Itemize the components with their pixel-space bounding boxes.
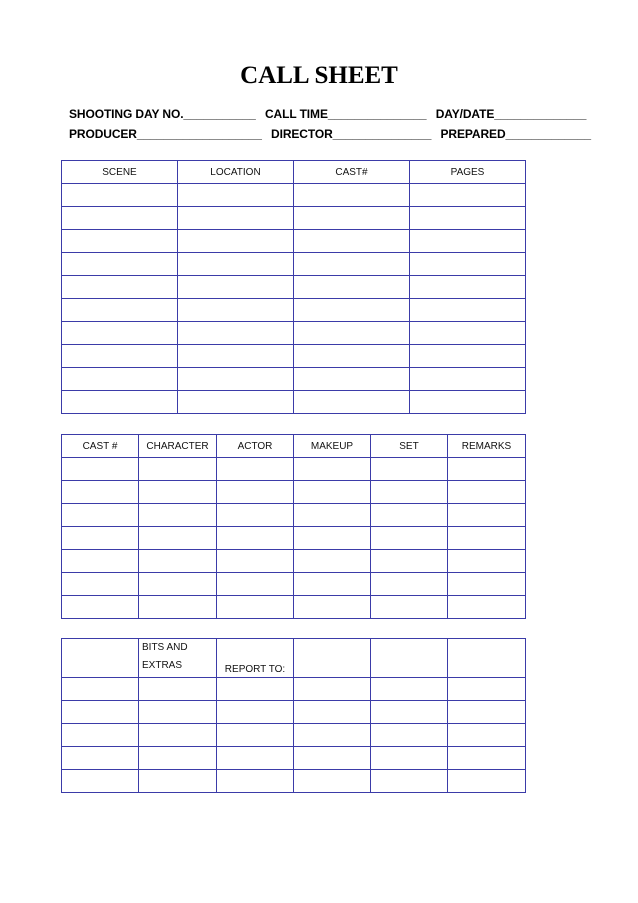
page-title: CALL SHEET xyxy=(240,62,398,89)
scene-table-cell[interactable] xyxy=(62,184,178,207)
scene-header: SCENE xyxy=(62,161,178,184)
extras-table-cell[interactable] xyxy=(448,770,526,793)
cast-table-cell[interactable] xyxy=(217,481,294,504)
scene-table-cell[interactable] xyxy=(410,207,526,230)
cast-table-cell[interactable] xyxy=(62,550,139,573)
scene-table-cell[interactable] xyxy=(178,276,294,299)
report-to-header: REPORT TO: xyxy=(217,639,294,678)
scene-table-cell[interactable] xyxy=(294,207,410,230)
cast-table-cell[interactable] xyxy=(294,596,371,619)
scene-table-body xyxy=(62,184,526,414)
scene-table-row xyxy=(62,391,526,414)
extras-table-row xyxy=(62,701,526,724)
extras-table-cell[interactable] xyxy=(62,724,139,747)
shooting-day-field[interactable]: SHOOTING DAY NO.___________ xyxy=(69,107,256,121)
cast-table-cell[interactable] xyxy=(62,527,139,550)
cast-table-row xyxy=(62,527,526,550)
scene-table-header-row xyxy=(62,161,526,184)
scene-table-row xyxy=(62,322,526,345)
cast-table-cell[interactable] xyxy=(62,458,139,481)
cast-table-cell[interactable] xyxy=(294,550,371,573)
cast-table-cell[interactable] xyxy=(371,596,448,619)
extras-table-cell[interactable] xyxy=(139,770,217,793)
set-header: SET xyxy=(371,435,448,458)
scene-table-cell[interactable] xyxy=(410,345,526,368)
scene-table-cell[interactable] xyxy=(410,322,526,345)
scene-table-row xyxy=(62,299,526,322)
cast-number-header: CAST# xyxy=(294,161,410,184)
cast-table-cell[interactable] xyxy=(371,527,448,550)
scene-table-cell[interactable] xyxy=(178,345,294,368)
scene-table-cell[interactable] xyxy=(62,253,178,276)
extras-table-cell[interactable] xyxy=(217,747,294,770)
cast-table-cell[interactable] xyxy=(62,573,139,596)
scene-table xyxy=(61,160,526,414)
scene-table-cell[interactable] xyxy=(410,391,526,414)
producer-field[interactable]: PRODUCER___________________ xyxy=(69,127,262,141)
cast-table-cell[interactable] xyxy=(217,458,294,481)
scene-table-cell[interactable] xyxy=(62,276,178,299)
call-time-field[interactable]: CALL TIME_______________ xyxy=(264,107,427,121)
extras-table-body xyxy=(62,678,526,793)
prepared-field[interactable]: PREPARED_____________ xyxy=(440,127,591,141)
scene-table-row xyxy=(62,345,526,368)
cast-table-row xyxy=(62,504,526,527)
scene-table-row xyxy=(62,253,526,276)
scene-table-cell[interactable] xyxy=(410,230,526,253)
extras-table-cell[interactable] xyxy=(62,678,139,701)
scene-table-cell[interactable] xyxy=(62,368,178,391)
scene-table-cell[interactable] xyxy=(62,299,178,322)
extras-table-cell[interactable] xyxy=(62,770,139,793)
scene-table-row xyxy=(62,368,526,391)
scene-table-cell[interactable] xyxy=(178,299,294,322)
extras-table-row xyxy=(62,724,526,747)
cast-table-cell[interactable] xyxy=(139,596,217,619)
scene-table-cell[interactable] xyxy=(62,207,178,230)
scene-table-row xyxy=(62,276,526,299)
pages-header: PAGES xyxy=(410,161,526,184)
scene-table-cell[interactable] xyxy=(178,230,294,253)
scene-table-cell[interactable] xyxy=(410,368,526,391)
actor-header: ACTOR xyxy=(217,435,294,458)
extras-table-cell[interactable] xyxy=(294,770,371,793)
extras-table-cell[interactable] xyxy=(371,747,448,770)
extras-table-cell[interactable] xyxy=(217,770,294,793)
extras-label: EXTRAS xyxy=(142,660,183,671)
cast-table-cell[interactable] xyxy=(371,504,448,527)
header-fields-line-2 xyxy=(69,127,591,141)
scene-table-cell[interactable] xyxy=(178,184,294,207)
cast-table-cell[interactable] xyxy=(371,458,448,481)
cast-table-cell[interactable] xyxy=(139,573,217,596)
extras-table-row xyxy=(62,678,526,701)
cast-table-cell[interactable] xyxy=(371,481,448,504)
day-date-field[interactable]: DAY/DATE______________ xyxy=(435,107,587,121)
cast-table-cell[interactable] xyxy=(294,481,371,504)
scene-table-cell[interactable] xyxy=(294,253,410,276)
cast-table-cell[interactable] xyxy=(217,596,294,619)
cast-table-cell[interactable] xyxy=(448,596,526,619)
makeup-header: MAKEUP xyxy=(294,435,371,458)
scene-table-cell[interactable] xyxy=(294,368,410,391)
scene-table-cell[interactable] xyxy=(294,345,410,368)
extras-table-cell[interactable] xyxy=(217,701,294,724)
cast-table-cell[interactable] xyxy=(448,573,526,596)
extras-table-cell[interactable] xyxy=(62,701,139,724)
cast-table-cell[interactable] xyxy=(371,573,448,596)
extras-table-cell[interactable] xyxy=(371,701,448,724)
extras-table-cell[interactable] xyxy=(371,724,448,747)
cast-table-header-row xyxy=(62,435,526,458)
scene-table-cell[interactable] xyxy=(178,253,294,276)
scene-table-cell[interactable] xyxy=(294,322,410,345)
cast-table-cell[interactable] xyxy=(217,550,294,573)
scene-table-cell[interactable] xyxy=(410,276,526,299)
cast-table xyxy=(61,434,526,619)
extras-table-cell[interactable] xyxy=(294,678,371,701)
extras-table-cell[interactable] xyxy=(448,701,526,724)
location-header: LOCATION xyxy=(178,161,294,184)
extras-cell[interactable] xyxy=(294,639,371,678)
scene-table-cell[interactable] xyxy=(410,299,526,322)
cast-table-cell[interactable] xyxy=(448,550,526,573)
cast-table-cell[interactable] xyxy=(217,527,294,550)
cast-table-cell[interactable] xyxy=(294,458,371,481)
scene-table-cell[interactable] xyxy=(178,322,294,345)
scene-table-cell[interactable] xyxy=(410,253,526,276)
cast-table-row xyxy=(62,596,526,619)
bits-and-extras-header xyxy=(139,639,217,678)
extras-table-cell[interactable] xyxy=(371,770,448,793)
cast-table-cell[interactable] xyxy=(139,504,217,527)
scene-table-cell[interactable] xyxy=(62,230,178,253)
scene-table-cell[interactable] xyxy=(62,391,178,414)
cast-table-cell[interactable] xyxy=(371,550,448,573)
extras-table-cell[interactable] xyxy=(139,678,217,701)
extras-table-cell[interactable] xyxy=(448,678,526,701)
cast-table-cell[interactable] xyxy=(217,504,294,527)
extras-table-cell[interactable] xyxy=(294,747,371,770)
extras-table-cell[interactable] xyxy=(371,678,448,701)
cast-table-body xyxy=(62,458,526,619)
cast-table-row xyxy=(62,458,526,481)
scene-table-cell[interactable] xyxy=(178,207,294,230)
scene-table-row xyxy=(62,184,526,207)
extras-table xyxy=(61,638,526,793)
cast-table-cell[interactable] xyxy=(294,504,371,527)
cast-table-cell[interactable] xyxy=(448,458,526,481)
scene-table-cell[interactable] xyxy=(294,230,410,253)
scene-table-cell[interactable] xyxy=(294,276,410,299)
extras-table-row xyxy=(62,770,526,793)
scene-table-cell[interactable] xyxy=(410,184,526,207)
bits-label: BITS AND xyxy=(142,642,188,653)
scene-table-cell[interactable] xyxy=(178,368,294,391)
cast-table-cell[interactable] xyxy=(62,481,139,504)
character-header: CHARACTER xyxy=(139,435,217,458)
cast-table-cell[interactable] xyxy=(62,596,139,619)
cast-table-row xyxy=(62,573,526,596)
scene-table-row xyxy=(62,207,526,230)
scene-table-cell[interactable] xyxy=(62,322,178,345)
extras-table-cell[interactable] xyxy=(448,724,526,747)
cast-table-cell[interactable] xyxy=(139,550,217,573)
header-fields-line-1 xyxy=(69,107,586,121)
extras-table-cell[interactable] xyxy=(217,724,294,747)
scene-table-cell[interactable] xyxy=(294,391,410,414)
extras-cell[interactable] xyxy=(448,639,526,678)
scene-table-cell[interactable] xyxy=(294,299,410,322)
cast-table-cell[interactable] xyxy=(448,527,526,550)
extras-table-cell[interactable] xyxy=(217,678,294,701)
cast-table-cell[interactable] xyxy=(139,458,217,481)
extras-table-cell[interactable] xyxy=(139,701,217,724)
scene-table-cell[interactable] xyxy=(178,391,294,414)
extras-table-cell[interactable] xyxy=(139,747,217,770)
cast-table-cell[interactable] xyxy=(448,481,526,504)
cast-number-col-header: CAST # xyxy=(62,435,139,458)
cast-table-cell[interactable] xyxy=(294,573,371,596)
director-field[interactable]: DIRECTOR_______________ xyxy=(271,127,432,141)
cast-table-cell[interactable] xyxy=(139,481,217,504)
remarks-header: REMARKS xyxy=(448,435,526,458)
extras-table-cell[interactable] xyxy=(448,747,526,770)
extras-table-row xyxy=(62,747,526,770)
cast-table-cell[interactable] xyxy=(62,504,139,527)
extras-table-header-row xyxy=(62,639,526,678)
extras-table-cell[interactable] xyxy=(294,701,371,724)
extras-table-cell[interactable] xyxy=(139,724,217,747)
cast-table-cell[interactable] xyxy=(448,504,526,527)
extras-cell[interactable] xyxy=(371,639,448,678)
extras-cell[interactable] xyxy=(62,639,139,678)
scene-table-row xyxy=(62,230,526,253)
cast-table-row xyxy=(62,481,526,504)
cast-table-cell[interactable] xyxy=(294,527,371,550)
scene-table-cell[interactable] xyxy=(62,345,178,368)
extras-table-cell[interactable] xyxy=(294,724,371,747)
cast-table-cell[interactable] xyxy=(139,527,217,550)
cast-table-cell[interactable] xyxy=(217,573,294,596)
cast-table-row xyxy=(62,550,526,573)
scene-table-cell[interactable] xyxy=(294,184,410,207)
extras-table-cell[interactable] xyxy=(62,747,139,770)
